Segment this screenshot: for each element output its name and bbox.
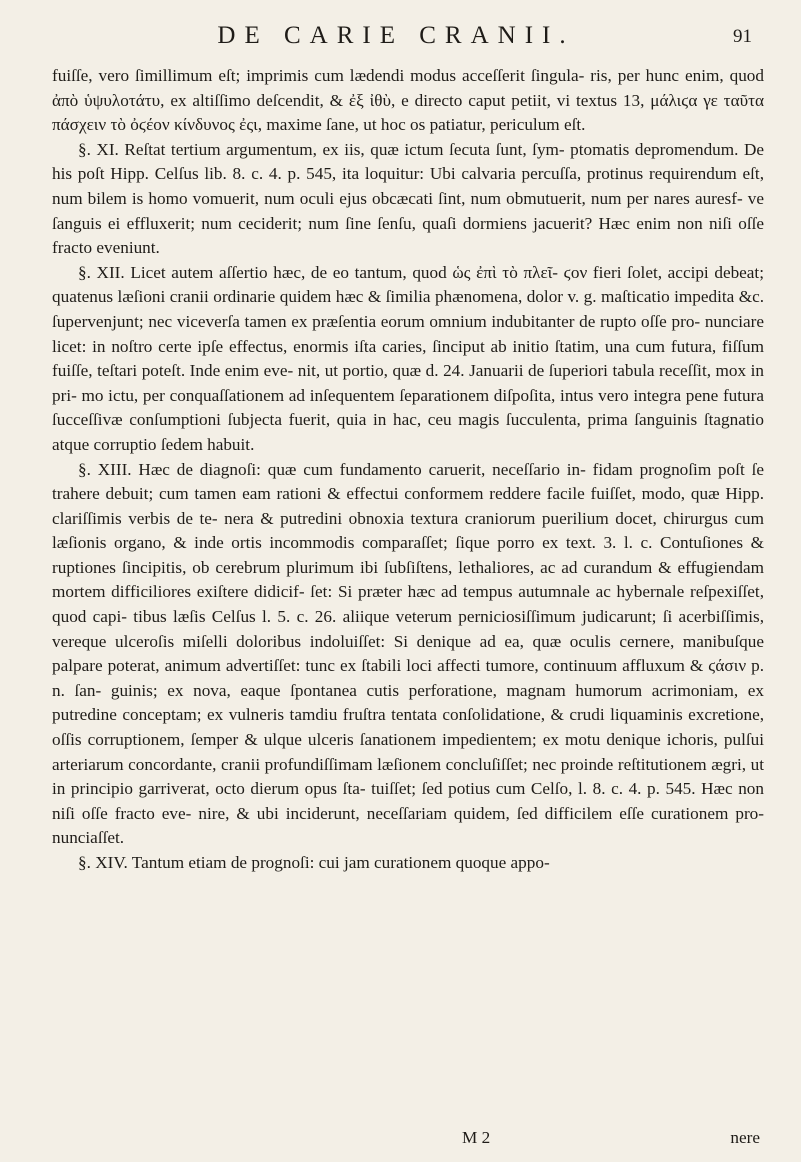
catchword: nere [730,1128,760,1147]
paragraph-section-xi: §. XI. Reſtat tertium argumentum, ex iis, quæ ictum ſecuta ſunt, ſym- ptomatis depromendum. De his poſt Hipp. Celſus lib. 8. c. 4. p. 545, ita loquitur: Ubi calvaria percuſſa, protinus requirendum eſt, num bilem is homo vomuerit, num oculi ejus obcæcati ſint, num obmutuerit, num per nares auresf- ve ſanguis ei effluxerit; num ceciderit; num ſine ſenſu, quaſi dormiens jacuerit? Hæc enim non niſi oſſe fracto eveniunt. [52,139,764,258]
paragraph-section-xiii: §. XIII. Hæc de diagnoſi: quæ cum fundamento caruerit, neceſſario in- fidam prognoſim poſt ſe trahere debuit; cum tamen eam rationi & effectui conformem reddere facile fuiſſet, modo, quæ Hipp. clariſſimis verbis de te- nera & putredini obnoxia textura craniorum puerilium docet, chirurgus cum læſionis organo, & inde ortis incommodis comparaſſet; ſique porro ex text. 3. l. c. Contuſiones & ruptiones ſincipitis, ob cerebrum plurimum ibi ſubſiſtens, lethaliores, ac ad curandum & effugiendam mortem difficiliores exiſtere didicif- ſet: Si præter hæc ad tempus autumnale ac hybernale reſpexiſſet, quod capi- tibus læſis Celſus l. 5. c. 26. aliique veterum perniciosiſſimum judicarunt; ſi acerbiſſimis, vereque ulceroſis miſelli doloribus indoluiſſet: Si denique ad ea, quæ oculis cernere, manibuſque palpare poterat, animum advertiſſet: tunc ex ſtabili loci affecti tumore, continuum affluxum & ϛάσιν p. n. ſan- guinis; ex nova, eaque ſpontanea cutis perforatione, magnam humorum acrimoniam, ex putredine conceptam; ex vulneris tamdiu fruſtra tentata conſolidatione, & crudi liquaminis excretione, oſſis corruptionem, ſemper & ulque ulceris ſanationem impedientem; ex motu denique ichoris, pulſui arteriarum concordante, cranii profundiſſimam læſionem concluſiſſet; nec proinde reſtitutionem ægri, ut in principio garriverat, octo dierum opus ſta- tuiſſet; ſed potius cum Celſo, l. 8. c. 4. p. 545. Hæc non niſi oſſe fracto eve- nire, & ubi inciderunt, neceſſariam quidem, ſed difficilem eſſe curationem pro- nunciaſſet. [52,459,764,848]
paragraph-section-xiv: §. XIV. Tantum etiam de prognoſi: cui jam curationem quoque appo- [78,853,550,872]
page-footer [52,1128,764,1152]
paragraph-continuation: fuiſſe, vero ſimillimum eſt; imprimis cum lædendi modus acceſſerit ſingula- ris, per hunc enim, quod ἀπὸ ὑψυλοτάτυ, ex altiſſimo deſcendit, & ἐξ ἰθὺ, e directo caput petiit, vi textus 13, μάλιϛα γε ταῦτα πάσχειν τὸ ὀϛέον κίνδυνος ἐςι, maxime ſane, ut hoc os patiatur, periculum eſt. [52,66,764,135]
paragraph-section-xii: §. XII. Licet autem aſſertio hæc, de eo tantum, quod ὡς ἐπὶ τὸ πλεῖ- ϛον fieri ſolet, accipi debeat; quatenus læſioni cranii ordinarie quidem hæc & ſimilia phænomena, dolor v. g. maſticatio impedita &c. ſupervenjunt; nec viceverſa tamen ex præſentia eorum omnium indubitanter de rupto oſſe pro- nunciare licet: in noſtro certe ipſe effectus, enormis iſta caries, ſinciput ab initio ſtatim, una cum futura, fiſſum fuiſſe, teſtari poteſt. Inde enim eve- nit, ut portio, quæ d. 24. Januarii de ſuperiori tabula receſſit, mox in pri- mo ictu, per conquaſſationem ad inſequentem ſeparationem diſpoſita, intus vero integra pene futura ſucceſſivæ conſumptioni ſubjecta fuerit, quia in hac, ceu magis ſucculenta, prima ſanguinis ſtagnatio atque corruptio ſedem habuit. [52,262,764,454]
signature-mark: M 2 [462,1128,491,1147]
running-head: DE CARIE CRANII. [217,22,575,49]
page-number: 91 [733,26,752,47]
page-header [96,22,752,56]
body-text [52,64,764,876]
